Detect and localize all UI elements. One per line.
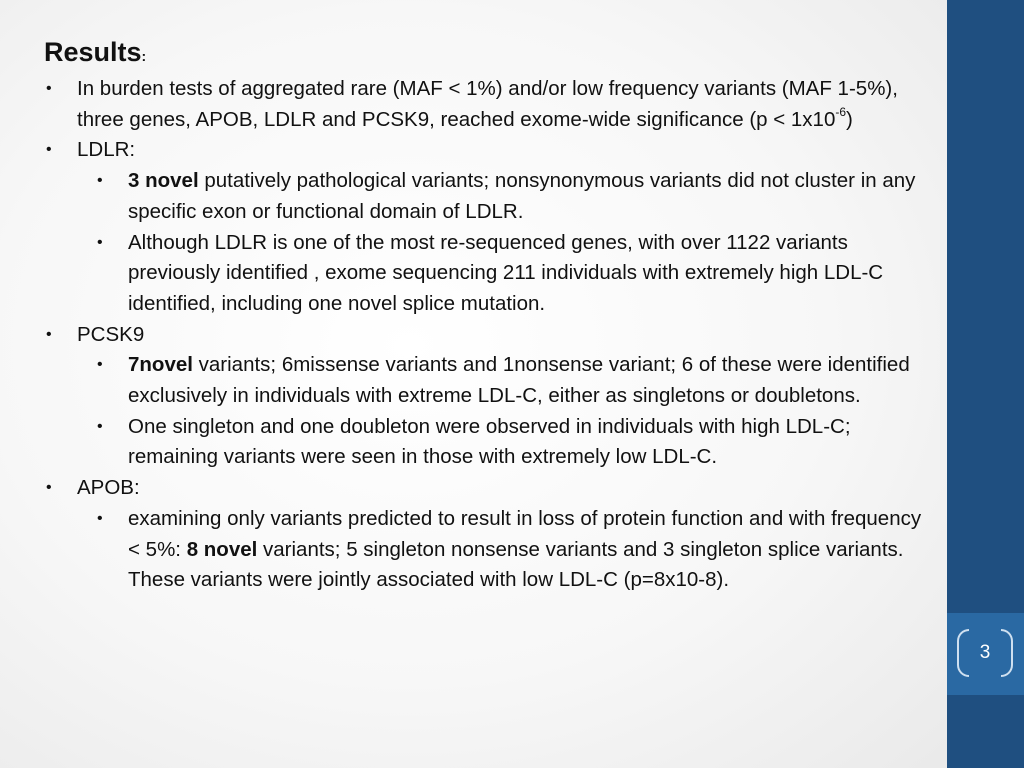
apob-label: APOB:	[77, 476, 140, 500]
page-number: 3	[979, 642, 991, 663]
ldlr-label: LDLR:	[77, 138, 136, 162]
bullet-burden-tests	[44, 74, 934, 135]
bullet-marker: •	[46, 479, 52, 497]
bullet-marker: •	[46, 141, 52, 159]
sub-bullet-ldlr-sequencing	[44, 228, 934, 320]
bullet-marker: •	[46, 80, 52, 97]
slide-title	[44, 34, 934, 74]
burden-text: In burden tests of aggregated rare (MAF < 1%) and/or low frequency variants (MAF 1-5%), three genes, APOB, LDLR and PCSK9, reached exome-wide significance (p < 1x10	[77, 77, 898, 131]
bullet-marker: •	[46, 325, 52, 343]
title-text: Results	[44, 37, 142, 67]
bullet-pcsk9	[44, 320, 934, 351]
sub-bullet-marker: •	[97, 172, 103, 190]
exponent: -6	[835, 104, 847, 119]
pcsk9-novel-text: variants; 6missense variants and 1nonsense variant; 6 of these were identified exclusively in individuals with extreme LDL-C, either as singletons or doubletons.	[128, 353, 910, 408]
apob-novel-bold: 8 novel	[186, 537, 258, 561]
sub-bullet-pcsk9-novel	[44, 350, 934, 411]
ldlr-sequencing-text: Although LDLR is one of the most re-sequenced genes, with over 1122 variants previously identified , exome sequencing 211 individuals with extremely high LDL-C identified, including one novel splice mutation.	[128, 230, 884, 315]
title-colon: :	[141, 48, 147, 64]
burden-text-end: )	[846, 107, 853, 131]
apob-text-start: examining only variants predicted to result in loss of protein function and with frequency < 5%:	[128, 506, 922, 561]
pcsk9-novel-bold: 7novel	[128, 353, 193, 377]
pcsk9-label: PCSK9	[77, 322, 145, 346]
sub-bullet-pcsk9-singleton	[44, 412, 934, 473]
ldlr-novel-text: putatively pathological variants; nonsynonymous variants did not cluster in any specific exon or functional domain of LDLR.	[128, 169, 916, 223]
bullet-apob	[44, 473, 934, 504]
sub-bullet-ldlr-novel	[44, 166, 934, 227]
sub-bullet-marker: •	[97, 417, 103, 435]
page-number-badge	[947, 613, 1024, 695]
sub-bullet-marker: •	[97, 509, 103, 527]
sub-bullet-marker: •	[97, 233, 103, 251]
slide-content	[44, 34, 934, 596]
bullet-ldlr	[44, 135, 934, 166]
pcsk9-singleton-text: One singleton and one doubleton were observed in individuals with high LDL-C; remaining variants were seen in those with extremely low LDL-C.	[128, 414, 851, 469]
sub-bullet-apob-variants	[44, 504, 934, 596]
ldlr-novel-bold: 3 novel	[128, 169, 199, 193]
apob-text-end: variants; 5 singleton nonsense variants and 3 singleton splice variants. These variants were jointly associated with low LDL-C (p=8x10-8).	[128, 537, 904, 592]
sub-bullet-marker: •	[97, 356, 103, 374]
page-number-frame	[957, 629, 1013, 675]
